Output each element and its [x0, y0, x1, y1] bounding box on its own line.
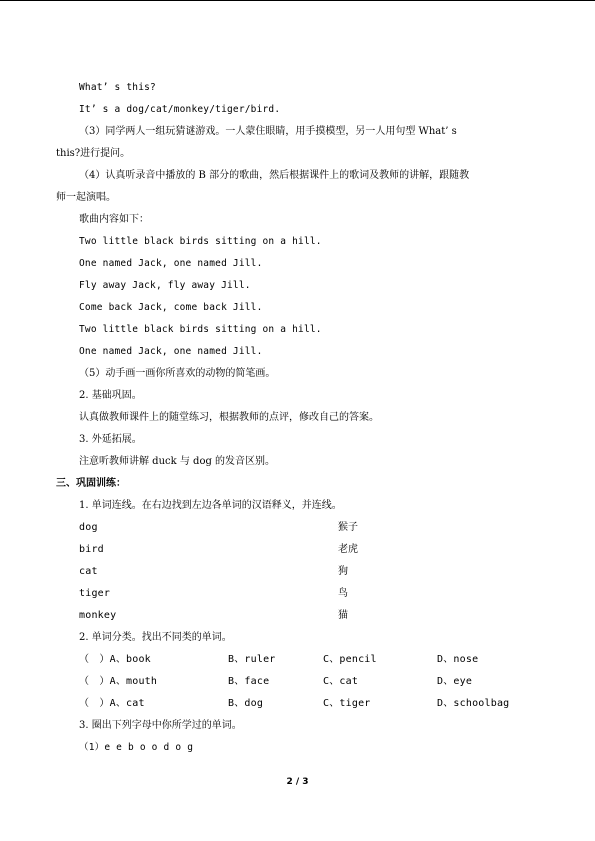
song-line: Two little black birds sitting on a hill.: [79, 324, 322, 335]
option-b: B、face: [228, 676, 270, 687]
page-number: 2 / 3: [286, 777, 309, 787]
match-word: monkey: [79, 610, 117, 621]
song-line: Fly away Jack, fly away Jill.: [79, 280, 251, 291]
option-d: D、nose: [437, 654, 479, 665]
option-b: B、dog: [228, 698, 264, 709]
option-b: B、ruler: [228, 654, 276, 665]
match-meaning: 鸟: [338, 588, 348, 599]
match-word: tiger: [79, 588, 111, 599]
match-word: dog: [79, 522, 98, 533]
text-line: 认真做教师课件上的随堂练习，根据教师的点评，修改自己的答案。: [79, 412, 379, 423]
letter-puzzle: （1）e e b o o d o g: [79, 742, 194, 753]
text-line: 歌曲内容如下：: [79, 214, 149, 225]
option-a: （ ）A、mouth: [79, 676, 158, 687]
text-line: 2. 基础巩固。: [79, 390, 142, 401]
match-word: cat: [79, 566, 98, 577]
option-c: C、tiger: [323, 698, 371, 709]
option-d: D、schoolbag: [437, 698, 510, 709]
text-line: （3）同学两人一组玩猜谜游戏。一人蒙住眼睛，用手摸模型，另一人用句型 What’ s: [79, 126, 457, 137]
text-line: What’ s this?: [79, 82, 156, 93]
exercise-title: 2. 单词分类。找出不同类的单词。: [79, 632, 232, 643]
header-rule: [0, 0, 595, 1]
text-line: It’ s a dog/cat/monkey/tiger/bird.: [79, 104, 281, 115]
section-heading: 三、巩固训练：: [56, 478, 126, 489]
option-c: C、cat: [323, 676, 359, 687]
text-line: （5）动手画一画你所喜欢的动物的简笔画。: [79, 368, 276, 379]
option-c: C、pencil: [323, 654, 377, 665]
song-line: One named Jack, one named Jill.: [79, 258, 263, 269]
text-line: 注意听教师讲解 duck 与 dog 的发音区别。: [79, 456, 276, 467]
song-line: One named Jack, one named Jill.: [79, 346, 263, 357]
option-d: D、eye: [437, 676, 473, 687]
song-line: Come back Jack, come back Jill.: [79, 302, 263, 313]
match-word: bird: [79, 544, 104, 555]
option-a: （ ）A、cat: [79, 698, 145, 709]
text-line: （4）认真听录音中播放的 B 部分的歌曲，然后根据课件上的歌词及教师的讲解，跟随教: [79, 170, 470, 181]
match-meaning: 老虎: [338, 544, 358, 555]
exercise-title: 3. 圈出下列字母中你所学过的单词。: [79, 720, 242, 731]
text-line: 3. 外延拓展。: [79, 434, 142, 445]
text-line: this?进行提问。: [56, 148, 131, 159]
song-line: Two little black birds sitting on a hill.: [79, 236, 322, 247]
text-line: 师一起演唱。: [56, 192, 116, 203]
match-meaning: 猴子: [338, 522, 358, 533]
match-meaning: 狗: [338, 566, 348, 577]
match-meaning: 猫: [338, 610, 348, 621]
exercise-title: 1. 单词连线。在右边找到左边各单词的汉语释义，并连线。: [79, 500, 342, 511]
option-a: （ ）A、book: [79, 654, 151, 665]
